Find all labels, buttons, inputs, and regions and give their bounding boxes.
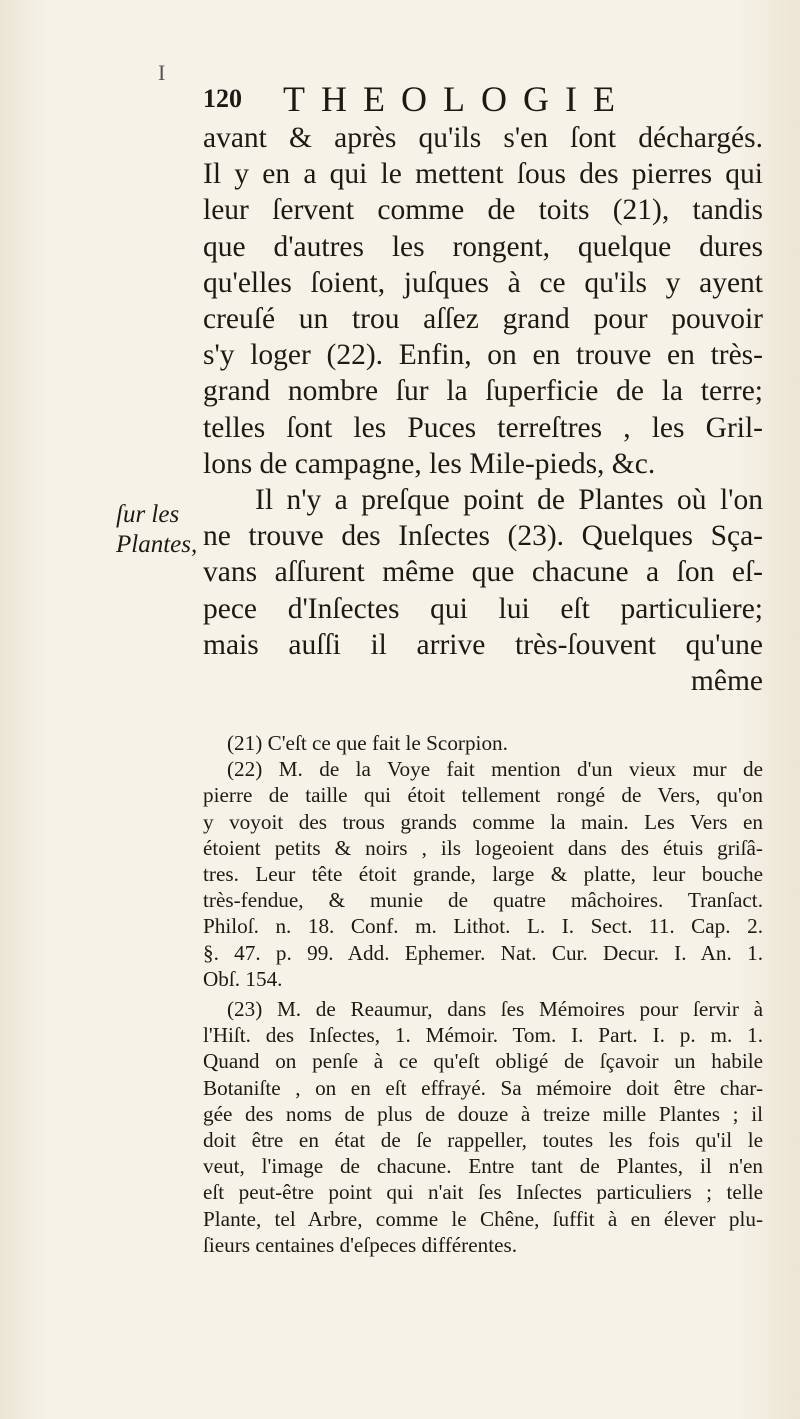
text-line: vans aſſurent même que chacune a ſon eſ- [203,556,763,589]
footnote-line: Philoſ. n. 18. Conf. m. Lithot. L. I. Sect. 11. Cap. 2. [203,914,763,939]
running-title: THEOLOGIE [283,79,631,119]
page-header [203,78,763,118]
footnote-21 [203,730,763,756]
footnote-line: tres. Leur tête étoit grande, large & platte, leur bouche [203,862,763,887]
footnote-line: Obſ. 154. [203,966,283,991]
footnote-line: Quand on penſe à ce qu'eſt obligé de ſçavoir un habile [203,1049,763,1074]
footnote-line: Plante, tel Arbre, comme le Chêne, ſuffit à en élever plu- [203,1206,763,1231]
footnote-line: ſieurs centaines d'eſpeces différentes. [203,1232,518,1257]
text-line: telles ſont les Puces terreſtres , les Gril- [203,411,763,444]
page-number: 120 [203,84,242,113]
margin-note [116,500,196,560]
text-line: mais auſſi il arrive très-ſouvent qu'une [203,628,763,661]
main-text [203,120,763,699]
text-line: que d'autres les rongent, quelque dures [203,230,763,263]
text-line: lons de campagne, les Mile-pieds, &c. [203,447,656,480]
margin-note-line: Plantes, [116,531,198,558]
margin-note-line: ſur les [116,501,180,528]
footnote-line: (23) M. de Reaumur, dans ſes Mémoires pour ſervir à [227,997,763,1022]
footnote-line: (22) M. de la Voye fait mention d'un vieux mur de [227,757,763,782]
text-line: s'y loger (22). Enfin, on en trouve en très- [203,339,763,372]
footnote-line: Botaniſte , on en eſt effrayé. Sa mémoire doit être char- [203,1075,763,1100]
text-line: pece d'Inſectes qui lui eſt particuliere; [203,592,763,625]
text-line: qu'elles ſoient, juſques à ce qu'ils y ayent [203,266,763,299]
footnotes [203,730,763,1258]
footnote-line: gée des noms de plus de douze à treize mille Plantes ; il [203,1101,763,1126]
text-line: ne trouve des Inſectes (23). Quelques Sça- [203,520,763,553]
text-line: avant & après qu'ils s'en ſont déchargés. [203,122,763,154]
catchword: même [690,665,763,698]
text-line: creuſé un trou aſſez grand pour pouvoir [203,303,763,336]
text-line: Il n'y a preſque point de Plantes où l'on [255,484,763,517]
footnote-line: veut, l'image de chacune. Entre tant de Plantes, il n'en [203,1154,763,1179]
footnote-23 [203,996,763,1258]
footnote-line: l'Hiſt. des Inſectes, 1. Mémoir. Tom. I. Part. I. p. m. 1. [203,1023,763,1048]
edge-mark: I [158,60,166,85]
footnote-line: eſt peut-être point qui n'ait ſes Inſectes particuliers ; telle [203,1180,763,1205]
footnote-line: (21) C'eſt ce que fait le Scorpion. [227,731,508,755]
footnote-line: §. 47. p. 99. Add. Ephemer. Nat. Cur. Decur. I. An. 1. [203,940,763,965]
footnote-line: y voyoit des trous grands comme la main. Les Vers en [203,809,763,834]
footnote-22 [203,756,763,992]
text-line: grand nombre ſur la ſuperficie de la terre; [203,375,763,408]
footnote-line: pierre de taille qui étoit tellement rongé de Vers, qu'on [203,783,763,808]
footnote-line: doit être en état de ſe rappeller, toutes les fois qu'il le [203,1128,763,1153]
text-line: leur ſervent comme de toits (21), tandis [203,194,763,227]
text-line: Il y en a qui le mettent ſous des pierres qui [203,158,763,191]
footnote-line: très-fendue, & munie de quatre mâchoires. Tranſact. [203,888,763,913]
footnote-line: étoient petits & noirs , ils logeoient dans des étuis griſâ- [203,835,763,860]
